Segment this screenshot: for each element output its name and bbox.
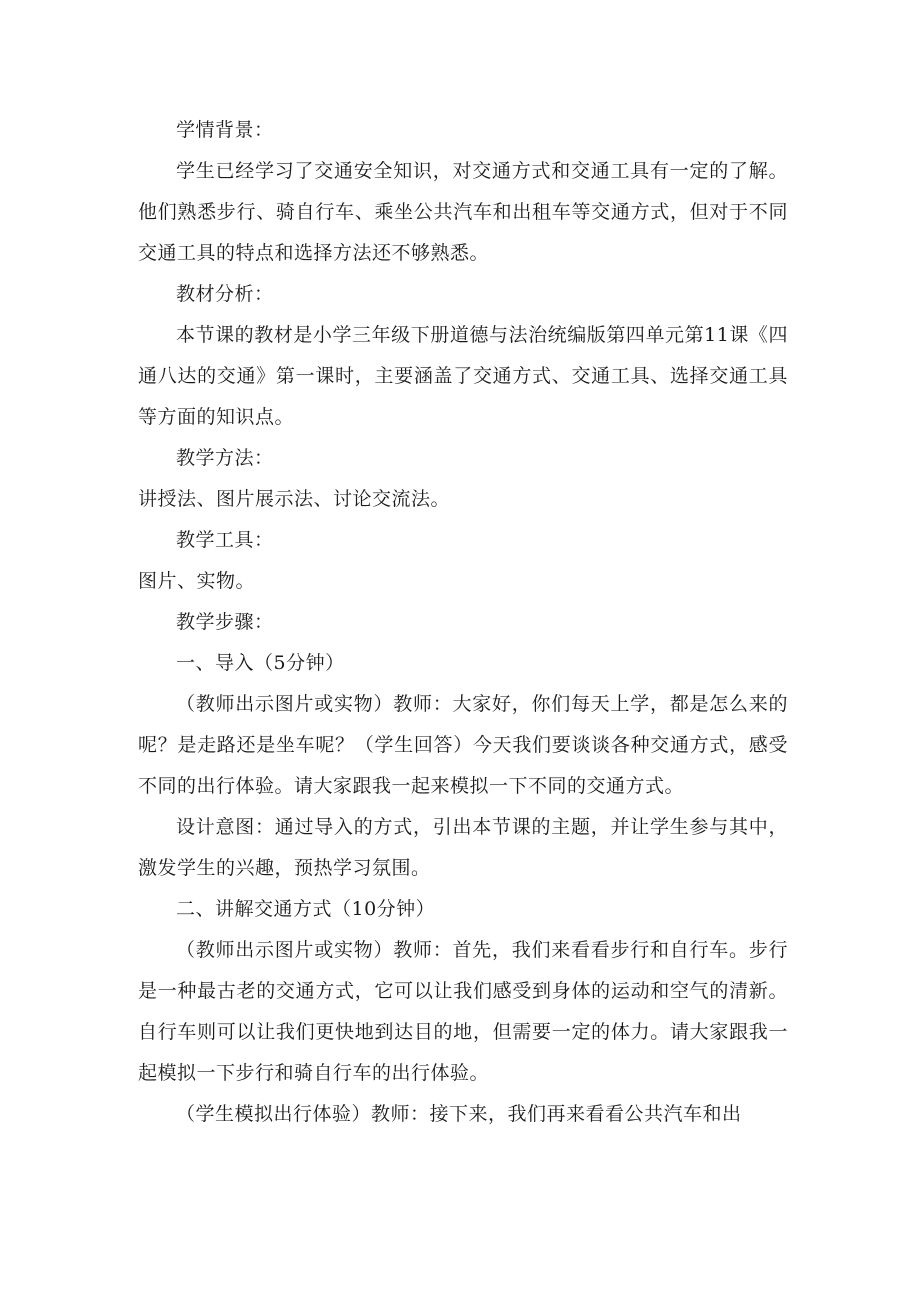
teaching-tools-text: 图片、实物。 (138, 570, 256, 592)
step-two-heading: 二、讲解交通方式（10分钟） (176, 898, 436, 920)
step-two-text-2: （学生模拟出行体验）教师：接下来，我们再来看看公共汽车和出 (176, 1103, 742, 1125)
learning-background-text: 学生已经学习了交通安全知识，对交通方式和交通工具有一定的了解。他们熟悉步行、骑自行车、乘坐公共汽车和出租车等交通方式，但对于不同交通工具的特点和选择方法还不够熟悉。 (138, 160, 788, 264)
teaching-steps-heading: 教学步骤： (176, 611, 274, 633)
teaching-method-heading: 教学方法： (176, 447, 274, 469)
step-one-heading: 一、导入（5分钟） (176, 652, 345, 674)
textbook-analysis-text: 本节课的教材是小学三年级下册道德与法治统编版第四单元第11课《四通八达的交通》第一课时，主要涵盖了交通方式、交通工具、选择交通工具等方面的知识点。 (138, 324, 788, 428)
step-two-text: （教师出示图片或实物）教师：首先，我们来看看步行和自行车。步行是一种最古老的交通方式，它可以让我们感受到身体的运动和空气的清新。自行车则可以让我们更快地到达目的地，但需要一定的体力。请大家跟我一起模拟一下步行和骑自行车的出行体验。 (138, 939, 788, 1084)
document-body (138, 110, 788, 1135)
teaching-method-text: 讲授法、图片展示法、讨论交流法。 (138, 488, 451, 510)
teaching-tools-heading: 教学工具： (176, 529, 274, 551)
step-one-design: 设计意图：通过导入的方式，引出本节课的主题，并让学生参与其中，激发学生的兴趣，预热学习氛围。 (138, 816, 788, 879)
step-one-text: （教师出示图片或实物）教师：大家好，你们每天上学，都是怎么来的呢？是走路还是坐车呢？（学生回答）今天我们要谈谈各种交通方式，感受不同的出行体验。请大家跟我一起来模拟一下不同的交通方式。 (138, 693, 788, 797)
learning-background-heading: 学情背景： (176, 119, 274, 141)
textbook-analysis-heading: 教材分析： (176, 283, 274, 305)
